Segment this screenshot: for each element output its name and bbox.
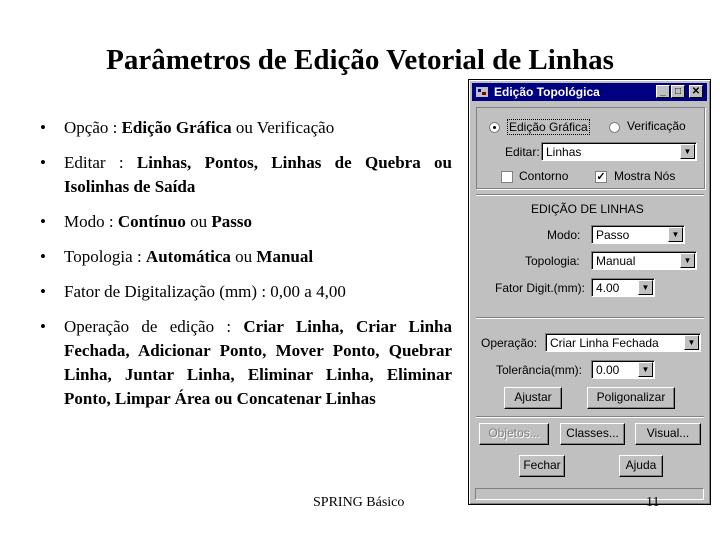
fator-label: Fator Digit.(mm):: [495, 281, 585, 295]
bullet-item: [40, 280, 452, 304]
contorno-checkbox[interactable]: [501, 171, 513, 183]
bullet-value: Linhas, Pontos, Linhas de Quebra ou Isolinhas de Saída: [64, 153, 453, 196]
footer-text: SPRING Básico: [313, 495, 405, 510]
fator-select[interactable]: [591, 278, 655, 297]
bullet-value: Edição Gráfica: [121, 118, 232, 137]
edicao-topologica-dialog: [468, 79, 711, 505]
objetos-button[interactable]: Objetos...: [479, 423, 549, 445]
chevron-down-icon[interactable]: ▼: [668, 227, 683, 242]
modo-label: Modo:: [547, 228, 581, 242]
radio-verificacao[interactable]: [609, 122, 620, 133]
bullet-marker: •: [40, 317, 46, 336]
contorno-label: Contorno: [519, 169, 569, 183]
bullet-marker: •: [40, 153, 46, 172]
bullet-label: Fator de Digitalização (mm) : 0,00 a 4,00: [64, 282, 346, 301]
bullet-value: Contínuo: [117, 212, 186, 231]
fechar-button[interactable]: Fechar: [519, 455, 565, 477]
dialog-titlebar[interactable]: [472, 83, 707, 101]
bullet-label: ou: [185, 212, 212, 231]
page-number: 11: [646, 495, 660, 510]
app-icon: [476, 87, 488, 97]
editar-select[interactable]: [541, 142, 697, 161]
dialog-title: Edição Topológica: [494, 85, 600, 99]
ajuda-button[interactable]: Ajuda: [619, 455, 663, 477]
visual-button[interactable]: Visual...: [635, 423, 701, 445]
operacao-value: Criar Linha Fechada: [550, 336, 659, 350]
chevron-down-icon[interactable]: ▼: [680, 144, 695, 159]
bullet-marker: •: [40, 118, 46, 137]
modo-value: Passo: [596, 228, 630, 242]
bullet-marker: •: [40, 282, 46, 301]
classes-button[interactable]: Classes...: [560, 423, 625, 445]
ajustar-button[interactable]: Ajustar: [504, 387, 562, 409]
bullet-item: [40, 315, 452, 411]
slide-title: Parâmetros de Edição Vetorial de Linhas: [106, 44, 614, 76]
radio-edicao-grafica[interactable]: [489, 122, 500, 133]
chevron-down-icon[interactable]: ▼: [638, 280, 653, 295]
modo-select[interactable]: [591, 225, 685, 244]
close-button[interactable]: ✕: [689, 85, 703, 98]
bullet-label: ou: [230, 247, 257, 266]
bullet-label: ou Verificação: [231, 118, 335, 137]
editar-value: Linhas: [546, 145, 582, 159]
fator-value: 4.00: [596, 281, 620, 295]
bullet-label: Topologia :: [64, 247, 146, 266]
bullet-label: Editar :: [64, 153, 137, 172]
bullet-label: Operação de edição :: [64, 317, 244, 336]
separator: [476, 416, 704, 418]
verificacao-label: Verificação: [627, 119, 686, 133]
bullet-marker: •: [40, 212, 46, 231]
bullet-value: Passo: [211, 212, 252, 231]
edicao-grafica-label: Edição Gráfica: [509, 120, 588, 134]
bullet-label: Modo :: [64, 212, 118, 231]
operacao-select[interactable]: [545, 333, 701, 352]
bullet-value: Criar Linha, Criar Linha Fechada, Adicionar Ponto, Mover Ponto, Quebrar Linha, Juntar Linha, Eliminar Linha, Eliminar Ponto, Limpar Área ou Concatenar Linhas: [64, 317, 453, 408]
bullet-marker: •: [40, 247, 46, 266]
chevron-down-icon[interactable]: ▼: [684, 335, 699, 350]
chevron-down-icon[interactable]: ▼: [638, 362, 653, 377]
bullet-list: [40, 116, 452, 422]
tolerancia-select[interactable]: [591, 360, 655, 379]
bullet-value: Manual: [256, 247, 314, 266]
tolerancia-label: Tolerância(mm):: [496, 363, 583, 377]
topologia-select[interactable]: [591, 251, 697, 270]
bullet-value: Automática: [145, 247, 231, 266]
minimize-button[interactable]: _: [656, 85, 670, 98]
status-bar: [475, 488, 704, 500]
tolerancia-value: 0.00: [596, 363, 620, 377]
editar-label: Editar:: [505, 145, 540, 159]
bullet-label: Opção :: [64, 118, 122, 137]
bullet-item: [40, 116, 452, 140]
separator: [476, 317, 704, 319]
operacao-label: Operação:: [481, 336, 538, 350]
chevron-down-icon[interactable]: ▼: [680, 253, 695, 268]
mostra-nos-checkbox[interactable]: ✓: [596, 171, 606, 183]
poligonalizar-button[interactable]: Poligonalizar: [587, 387, 675, 409]
section-title: EDIÇÃO DE LINHAS: [531, 202, 644, 216]
bullet-item: [40, 151, 452, 199]
bullet-item: [40, 245, 452, 269]
separator: [476, 194, 704, 196]
topologia-label: Topologia:: [525, 254, 580, 268]
maximize-button[interactable]: □: [671, 85, 685, 98]
topologia-value: Manual: [596, 254, 636, 268]
bullet-item: [40, 210, 452, 234]
mostra-nos-label: Mostra Nós: [614, 169, 676, 183]
